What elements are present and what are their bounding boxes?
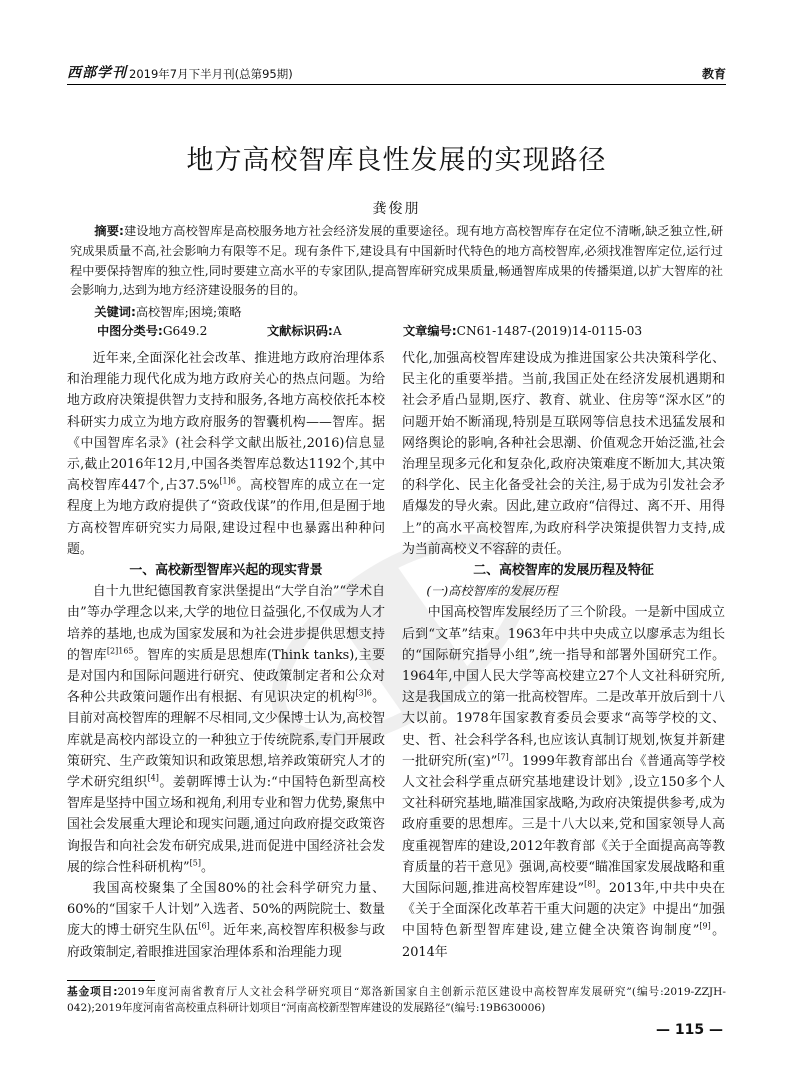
abstract bbox=[70, 222, 723, 301]
section-heading-1: 一、高校新型智库兴起的现实背景 bbox=[129, 563, 323, 579]
continued-paragraph: 代化,加强高校智库建设成为推进国家公共决策科学化、民主化的重要举措。当前,我国正处在经济发展机遇期和社会矛盾凸显期,医疗、教育、就业、住房等“深水区”的问题开始不断涌现,特别是互联网等信息技术迅猛发展和网络舆论的影响,各种社会思潮、价值观念开始泛滥,社会治理呈现多元化和复杂化,政府决策难度不断加大,其决策的科学化、民主化备受社会的关注,易于成为引发社会矛盾爆发的导火索。因此,建立政府“信得过、离不开、用得上”的高水平高校智库,为政府科学决策提供智力支持,成为当前高校义不容辞的责任。 bbox=[402, 351, 725, 557]
page-number: — 115 — bbox=[656, 1022, 723, 1038]
doc-code-label: 文献标识码: bbox=[267, 324, 333, 338]
intro-paragraph: 近年来,全面深化社会改革、推进地方政府治理体系和治理能力现代化成为地方政府关心的热点问题。为给地方政府决策提供智力支持和服务,各地方高校依托本校科研实力成立为地方政府服务的智囊机构——智库。据《中国智库名录》(社会科学文献出版社,2016)信息显示,截止2016年12月,中国各类智库总数达1192个,其中高校智库447个,占37.5%$^{[1]6}$。高校智库的成立在一定程度上为地方政府提供了“资政伐谋”的作用,但是囿于地方高校智库研究实力局限,建设过程中也暴露出种种问题。 bbox=[67, 351, 386, 557]
clc-value: G649.2 bbox=[162, 324, 208, 338]
background-paragraph: 自十九世纪德国教育家洪堡提出“大学自治”“学术自由”等办学理念以来,大学的地位日益强化,不仅成为人才培养的基地,也成为国家发展和为社会进步提供思想支持的智库$^{[2]165}$。智库的实质是思想库(Think tanks),主要是对国内和国际问题进行研究、使政策制定者和公众对各种公共政策问题作出有根据、有见识决定的机构$^{[3]6}$。目前对高校智库的理解不尽相同,文少保博士认为,高校智库就是高校内部设立的一种独立于传统院系,专门开展政策研究、生产政策知识和政策思想,培养政策研究人才的学术研究组织[4]。姜朝晖博士认为:“中国特色新型高校智库是坚持中国立场和视角,利用专业和智力优势,聚焦中国社会发展重大理论和现实问题,通过向政府提交政策咨询报告和向社会发布研究成果,进而促进中国经济社会发展的综合性科研机构”[5]。 bbox=[67, 584, 386, 875]
article-number-label: 文章编号: bbox=[403, 324, 457, 338]
issue-info: 2019年7月下半月刊(总第95期) bbox=[129, 67, 293, 81]
subsection-heading: (一)高校智库的发展历程 bbox=[426, 584, 558, 599]
funding-label: 基金项目: bbox=[67, 986, 118, 998]
citation-ref: [9] bbox=[699, 922, 711, 932]
history-paragraph: 中国高校智库发展经历了三个阶段。一是新中国成立后到“文革”结束。1963年中共中央成立以廖承志为组长的“国际研究指导小组”,统一指导和部署外国研究工作。1964年,中国人民大学等高校建立27个人文社科研究所,这是我国成立的第一批高校智库。二是改革开放后到十八大以前。1978年国家教育委员会要求“高等学校的文、史、哲、社会科学各科,也应该认真制订规划,恢复并新建一批研究所(室)”[7]。1999年教育部出台《普通高等学校人文社会科学重点研究基地建设计划》,设立150多个人文社科研究基地,瞄准国家战略,为政府决策提供参考,成为政府重要的思想库。三是十八大以来,党和国家领导人高度重视智库的建设,2012年教育部《关于全面提高高等教育质量的若干意见》强调,高校要“瞄准国家发展战略和重大国际问题,推进高校智库建设”[8]。2013年,中共中央在《关于全面深化改革若干重大问题的决定》中提出“加强中国特色新型智库建设,建立健全决策咨询制度”[9]。2014年 bbox=[402, 605, 726, 960]
citation-ref: [7] bbox=[497, 752, 509, 762]
funding-text: 2019年度河南省教育厅人文社会科学研究项目“郑洛新国家自主创新示范区建设中高校智库发展研究”(编号:2019-ZZJH-042);2019年度河南省高校重点科研计划项目“河南高校新型智库建设的发展路径”(编号:19B630006) bbox=[67, 986, 726, 1014]
abstract-label: 摘要: bbox=[94, 224, 124, 238]
citation-ref: [4] bbox=[147, 773, 159, 783]
citation-ref: [6] bbox=[198, 922, 210, 932]
running-header bbox=[67, 62, 726, 82]
footnote-divider bbox=[67, 980, 155, 981]
citation-ref: [1]6 bbox=[219, 476, 236, 486]
article-author: 龚俊朋 bbox=[372, 201, 421, 217]
journal-name: 西部学刊 bbox=[67, 65, 127, 81]
doc-code-value: A bbox=[332, 324, 342, 338]
clc-label: 中图分类号: bbox=[97, 324, 163, 338]
section-heading-2: 二、高校智库的发展历程及特征 bbox=[473, 563, 654, 579]
left-column bbox=[67, 348, 385, 963]
keywords bbox=[70, 303, 723, 322]
abstract-text: 建设地方高校智库是高校服务地方社会经济发展的重要途径。现有地方高校智库存在定位不清晰,缺乏独立性,研究成果质量不高,社会影响力有限等不足。现有条件下,建设具有中国新时代特色的地方高校智库,必须找准智库定位,运行过程中要保持智库的独立性,同时要建立高水平的专家团队,提高智库研究成果质量,畅通智库成果的传播渠道,以扩大智库的社会影响力,达到为地方经济建设服务的目的。 bbox=[70, 224, 724, 298]
right-column bbox=[402, 348, 725, 963]
citation-ref: [3]6 bbox=[355, 688, 372, 698]
article-number-value: CN61-1487-(2019)14-0115-03 bbox=[456, 324, 643, 338]
keywords-text: 高校智库;困境;策略 bbox=[135, 305, 242, 319]
keywords-label: 关键词: bbox=[94, 305, 136, 319]
article-title: 地方高校智库良性发展的实现路径 bbox=[186, 145, 607, 176]
section-label: 教育 bbox=[701, 67, 726, 81]
funding-footnote bbox=[67, 984, 726, 1016]
citation-ref: [2]165 bbox=[106, 646, 134, 656]
statistics-paragraph: 我国高校聚集了全国80%的社会科学研究力量、60%的“国家千人计划”入选者、50%的两院院士、数量庞大的博士研究生队伍[6]。近年来,高校智库积极参与政府政策制定,着眼推进国家治理体系和治理能力现 bbox=[67, 881, 385, 960]
citation-ref: [8] bbox=[584, 879, 596, 889]
classification-line bbox=[97, 322, 723, 339]
header-divider bbox=[67, 84, 726, 85]
citation-ref: [5] bbox=[189, 858, 201, 868]
